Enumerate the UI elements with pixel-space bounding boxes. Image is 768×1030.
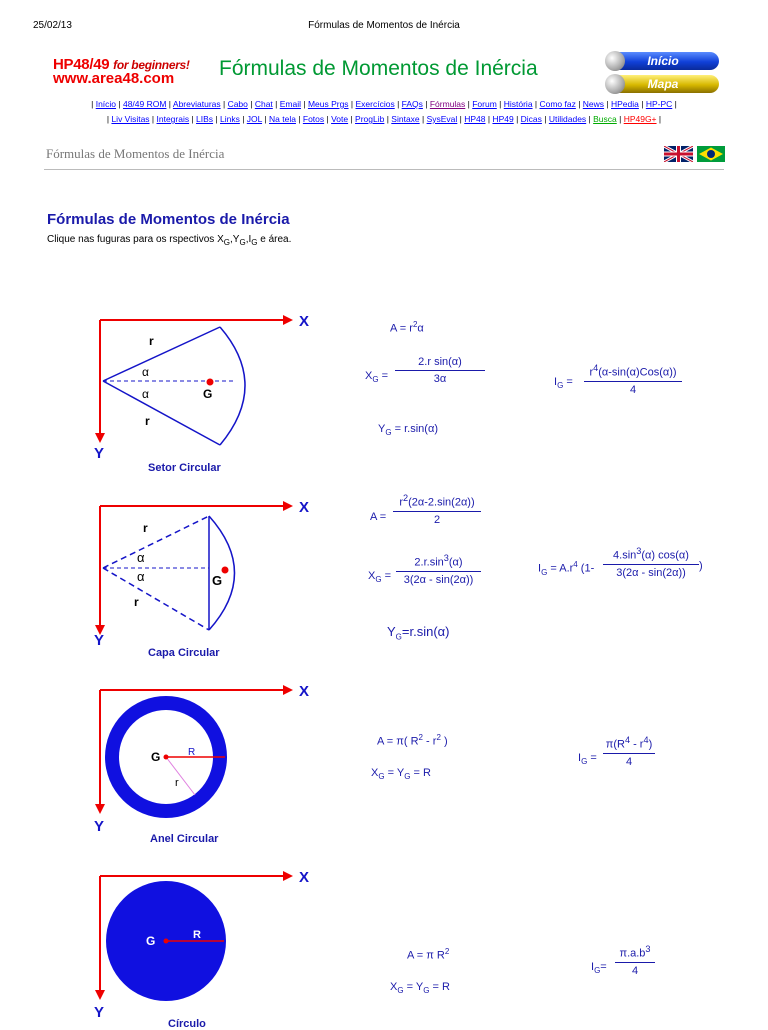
nav-row-2: | Liv Visitas | Integrais | LIBs | Links | JOL | Na tela | Fotos | Vote | ProgLib | Sintaxe | SysEval | HP48 | HP49 | Dicas | Utilidades | Busca | HP49G+ | bbox=[106, 114, 662, 124]
fig-label-anel: Anel Circular bbox=[150, 833, 219, 845]
svg-text:r: r bbox=[175, 777, 179, 789]
nav-link-chat[interactable]: Chat bbox=[254, 99, 273, 109]
nav-link-forum[interactable]: Forum bbox=[472, 99, 497, 109]
nav-link-busca[interactable]: Busca bbox=[593, 114, 617, 124]
setor-yg: $Y_G = r.\sin(\alpha)$ bbox=[378, 423, 438, 438]
capa-circular-figure[interactable] bbox=[85, 492, 325, 652]
svg-text:R: R bbox=[193, 929, 201, 941]
svg-text:G: G bbox=[212, 573, 223, 588]
capa-ig-frac: $4.\sin^3(\alpha)$ cos(α) 3(2α - sin(2α)) bbox=[603, 546, 699, 579]
svg-text:α: α bbox=[142, 387, 149, 401]
anel-area: A = π( $R^2 - r^2$ ) bbox=[377, 733, 448, 748]
mapa-label: Mapa bbox=[647, 77, 679, 91]
nav-link-abreviaturas[interactable]: Abreviaturas bbox=[172, 99, 221, 109]
nav-link-syseval[interactable]: SysEval bbox=[426, 114, 458, 124]
nav-link-vote[interactable]: Vote bbox=[331, 114, 349, 124]
circulo-figure[interactable] bbox=[85, 864, 325, 1024]
svg-text:r: r bbox=[145, 414, 150, 428]
nav-link-na-tela[interactable]: Na tela bbox=[269, 114, 296, 124]
svg-text:X: X bbox=[299, 499, 310, 516]
nav-link-libs[interactable]: LIBs bbox=[196, 114, 214, 124]
anel-ig-label: $I_G$ = bbox=[578, 752, 597, 767]
capa-area: $r^2(2\alpha-2.\sin(2\alpha))$ 2 bbox=[393, 493, 481, 526]
svg-text:α: α bbox=[137, 550, 145, 565]
svg-text:G: G bbox=[146, 934, 156, 948]
x-axis-label: X bbox=[299, 313, 310, 330]
circulo-ig: $\pi.a.b^3$ 4 bbox=[615, 944, 655, 977]
nav-row-1: | Início | 48/49 ROM | Abreviaturas | Cabo | Chat | Email | Meus Prgs | Exercícios | FAQs | Fórmulas | Forum | História | Como faz | News | HPedia | HP-PC | bbox=[91, 99, 677, 109]
svg-text:Y: Y bbox=[94, 818, 105, 835]
divider bbox=[44, 169, 724, 170]
nav-link-news[interactable]: News bbox=[582, 99, 605, 109]
svg-text:G: G bbox=[151, 750, 161, 764]
nav-link-48-49-rom[interactable]: 48/49 ROM bbox=[122, 99, 167, 109]
svg-text:r: r bbox=[149, 334, 154, 348]
nav-link-f-rmulas[interactable]: Fórmulas bbox=[429, 99, 466, 109]
capa-xg: $2.r.\sin^3(\alpha)$ 3(2α - sin(2α)) bbox=[396, 553, 481, 586]
anel-ig: $\pi(R^4 - r^4)$ 4 bbox=[603, 735, 655, 768]
fig-label-capa: Capa Circular bbox=[148, 647, 220, 659]
nav-link-integrais[interactable]: Integrais bbox=[156, 114, 190, 124]
page-title: Fórmulas de Momentos de Inércia bbox=[219, 57, 538, 80]
logo-tagline: for beginners! bbox=[113, 58, 190, 72]
nav-link-links[interactable]: Links bbox=[220, 114, 240, 124]
brazil-flag-icon[interactable] bbox=[697, 146, 725, 162]
nav-link-cabo[interactable]: Cabo bbox=[227, 99, 248, 109]
nav-link-fotos[interactable]: Fotos bbox=[302, 114, 325, 124]
nav-link-proglib[interactable]: ProgLib bbox=[355, 114, 385, 124]
anel-xyg: $X_G = Y_G = R$ bbox=[371, 767, 431, 782]
button-ball-icon bbox=[605, 74, 625, 94]
circulo-area: A = π $R^2$ bbox=[407, 947, 450, 962]
nav-link-liv-visitas[interactable]: Liv Visitas bbox=[111, 114, 150, 124]
svg-text:r: r bbox=[143, 521, 148, 535]
fig-label-setor: Setor Circular bbox=[148, 462, 221, 474]
nav-link-como-faz[interactable]: Como faz bbox=[539, 99, 576, 109]
svg-text:G: G bbox=[203, 387, 213, 401]
y-axis-label: Y bbox=[94, 445, 105, 462]
button-ball-icon bbox=[605, 51, 625, 71]
setor-ig: $r^4(\alpha-\sin(\alpha)Cos(\alpha))$ 4 bbox=[584, 363, 682, 396]
capa-area-label: A = bbox=[370, 511, 387, 523]
fig-label-circulo: Círculo bbox=[168, 1018, 206, 1030]
inicio-label: Início bbox=[647, 54, 679, 68]
svg-text:X: X bbox=[299, 869, 310, 886]
nav-link-utilidades[interactable]: Utilidades bbox=[548, 114, 587, 124]
svg-text:X: X bbox=[299, 683, 310, 700]
circulo-xyg: $X_G = Y_G = R$ bbox=[390, 981, 450, 996]
capa-yg: $Y_G=r.\sin(\alpha)$ bbox=[387, 624, 450, 642]
nav-link-exerc-cios[interactable]: Exercícios bbox=[355, 99, 395, 109]
setor-circular-figure[interactable] bbox=[85, 305, 325, 465]
nav-link-jol[interactable]: JOL bbox=[246, 114, 263, 124]
print-title: Fórmulas de Momentos de Inércia bbox=[308, 20, 460, 31]
svg-text:Y: Y bbox=[94, 1004, 105, 1021]
setor-area: $A = r^2\alpha$ bbox=[390, 320, 424, 335]
svg-text:α: α bbox=[142, 365, 149, 379]
svg-text:Y: Y bbox=[94, 632, 105, 649]
mapa-button[interactable] bbox=[607, 75, 719, 93]
logo-url[interactable]: www.area48.com bbox=[53, 70, 175, 87]
capa-ig-close: ) bbox=[699, 560, 703, 572]
print-date: 25/02/13 bbox=[33, 20, 72, 31]
nav-link-sintaxe[interactable]: Sintaxe bbox=[391, 114, 420, 124]
nav-link-hist-ria[interactable]: História bbox=[503, 99, 533, 109]
nav-link-in-cio[interactable]: Início bbox=[95, 99, 117, 109]
setor-ig-label: $I_G$ = bbox=[554, 376, 573, 391]
section-subtitle: Clique nas fuguras para os rspectivos $X_G,Y_G,I_G$ e área. bbox=[47, 234, 292, 247]
circulo-ig-label: $I_G=$ bbox=[591, 961, 607, 976]
nav-link-hp-pc[interactable]: HP-PC bbox=[645, 99, 673, 109]
setor-xg: 2.r sin(α) 3α bbox=[395, 356, 485, 385]
capa-ig: $I_G = A.r^4$ (1- bbox=[538, 560, 595, 577]
setor-xg-label: $X_G$ = bbox=[365, 370, 389, 385]
nav-link-meus-prgs[interactable]: Meus Prgs bbox=[307, 99, 349, 109]
nav-link-hpedia[interactable]: HPedia bbox=[611, 99, 639, 109]
svg-text:R: R bbox=[188, 747, 196, 758]
nav-link-hp48[interactable]: HP48 bbox=[464, 114, 486, 124]
nav-link-email[interactable]: Email bbox=[279, 99, 301, 109]
inicio-button[interactable] bbox=[607, 52, 719, 70]
capa-xg-label: $X_G$ = bbox=[368, 570, 392, 585]
nav-link-hp49g-[interactable]: HP49G+ bbox=[623, 114, 657, 124]
nav-link-faqs[interactable]: FAQs bbox=[401, 99, 423, 109]
nav-link-hp49[interactable]: HP49 bbox=[492, 114, 514, 124]
uk-flag-icon[interactable] bbox=[664, 146, 693, 162]
svg-text:α: α bbox=[137, 569, 145, 584]
breadcrumb: Fórmulas de Momentos de Inércia bbox=[46, 146, 225, 161]
logo-line1: HP48/49 bbox=[53, 56, 110, 73]
anel-circular-figure[interactable] bbox=[85, 678, 325, 838]
section-title: Fórmulas de Momentos de Inércia bbox=[47, 211, 290, 228]
svg-text:r: r bbox=[134, 595, 139, 609]
nav-link-dicas[interactable]: Dicas bbox=[520, 114, 542, 124]
